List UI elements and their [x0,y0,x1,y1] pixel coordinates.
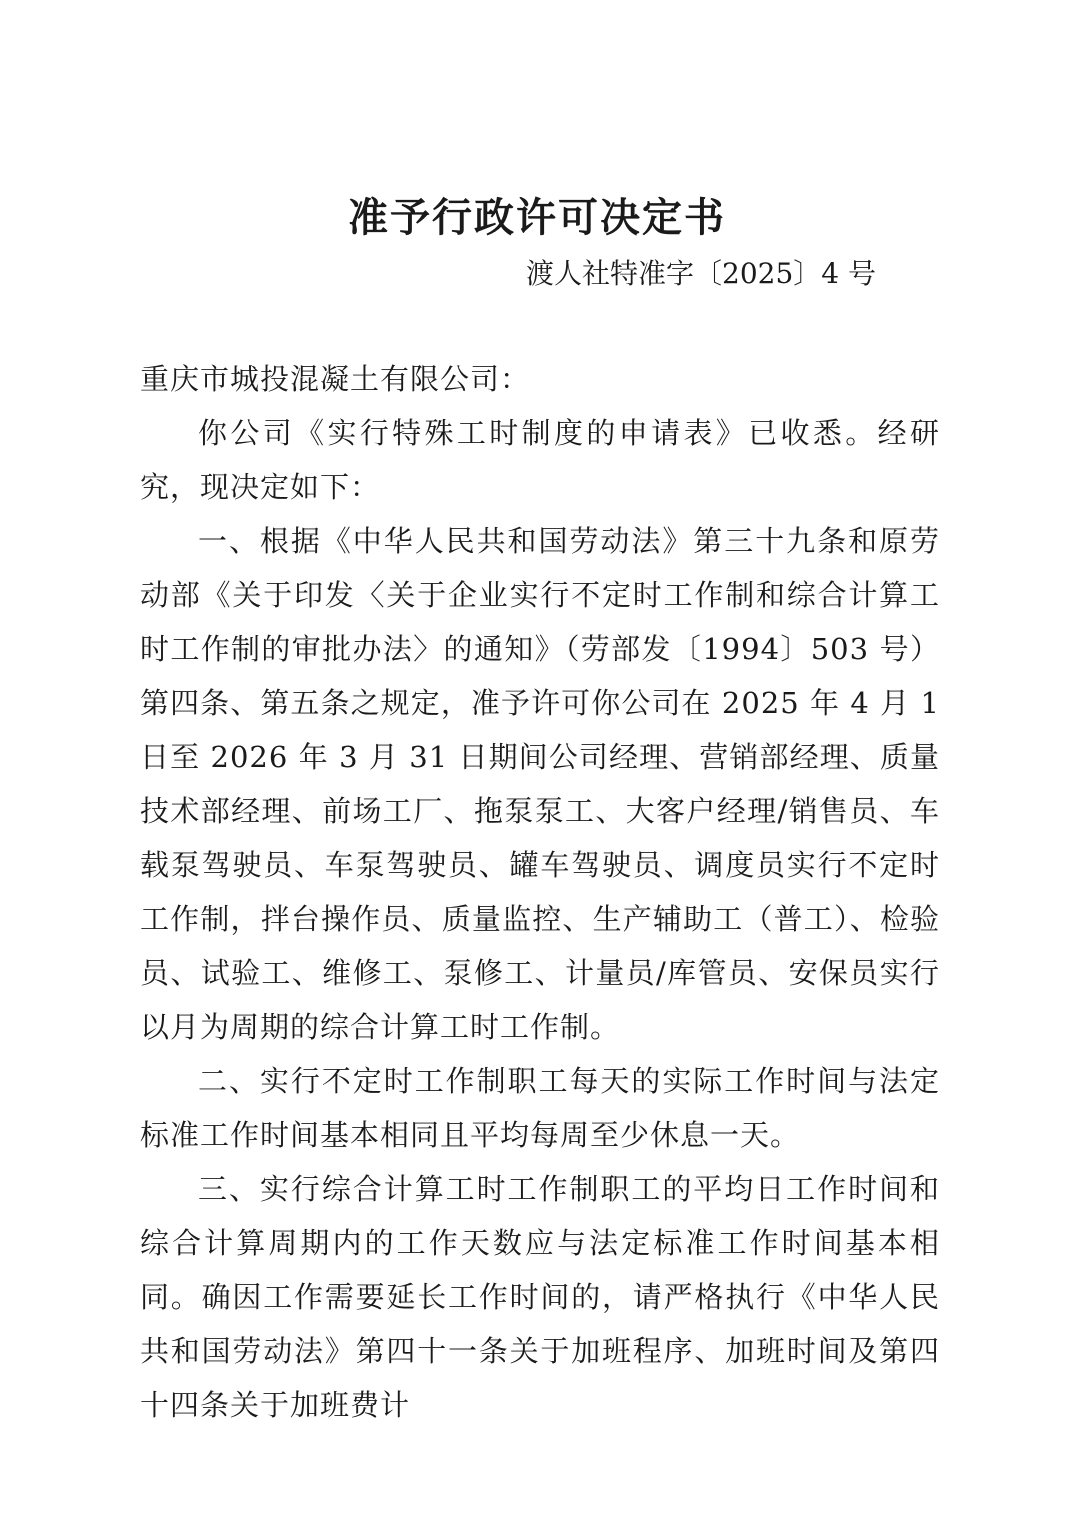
document-number: 渡人社特准字〔2025〕4 号 [526,257,876,290]
paragraph-three: 三、实行综合计算工时工作制职工的平均日工作时间和综合计算周期内的工作天数应与法定标准工作时间基本相同。确因工作需要延长工作时间的，请严格执行《中华人民共和国劳动法》第四十一条关于加班程序、加班时间及第四十四条关于加班费计 [140,1172,940,1422]
document-body [140,352,940,1432]
document-title: 准予行政许可决定书 [348,194,726,241]
paragraph-two: 二、实行不定时工作制职工每天的实际工作时间与法定标准工作时间基本相同且平均每周至少休息一天。 [140,1064,940,1152]
paragraph-one: 一、根据《中华人民共和国劳动法》第三十九条和原劳动部《关于印发〈关于企业实行不定时工作制和综合计算工时工作制的审批办法〉的通知》（劳部发〔1994〕503 号）第四条、第五条之规定，准予许可你公司在 2025 年 4 月 1 日至 2026 年 3 月 31 日期间公司经理、营销部经理、质量技术部经理、前场工厂、拖泵泵工、大客户经理/销售员、车载泵驾驶员、车泵驾驶员、罐车驾驶员、调度员实行不定时工作制，拌台操作员、质量监控、生产辅助工（普工）、检验员、试验工、维修工、泵修工、计量员/库管员、安保员实行以月为周期的综合计算工时工作制。 [140,524,940,1044]
salutation: 重庆市城投混凝土有限公司： [140,362,531,396]
paragraph-intro: 你公司《实行特殊工时制度的申请表》已收悉。经研究，现决定如下： [140,416,940,504]
